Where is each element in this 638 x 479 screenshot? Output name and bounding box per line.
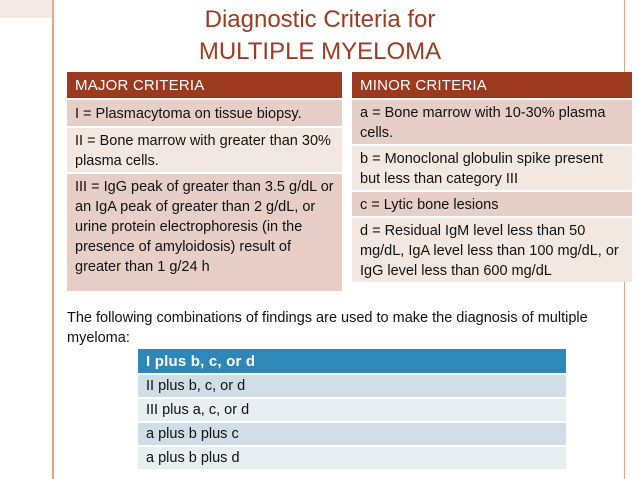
minor-criteria-table: [352, 72, 632, 282]
combination-row-3: a plus b plus c: [138, 421, 566, 445]
major-criteria-header: MAJOR CRITERIA: [67, 72, 342, 98]
major-row-3: III = IgG peak of greater than 3.5 g/dL or an IgA peak of greater than 2 g/dL, or urine protein electrophoresis (in the presence of amyloidosis) result of greater than 1 g/24 h: [67, 172, 342, 291]
slide-title-line2: MULTIPLE MYELOMA: [198, 38, 442, 65]
minor-row-a: a = Bone marrow with 10-30% plasma cells.: [352, 98, 632, 144]
combinations-header: I plus b, c, or d: [138, 349, 566, 373]
major-row-2: II = Bone marrow with greater than 30% plasma cells.: [67, 126, 342, 172]
combination-row-4: a plus b plus d: [138, 445, 566, 469]
combinations-table: [138, 349, 566, 469]
combinations-intro-text: The following combinations of findings are used to make the diagnosis of multiple myeloma:: [67, 310, 588, 346]
minor-row-c: c = Lytic bone lesions: [352, 190, 632, 216]
minor-row-d: d = Residual IgM level less than 50 mg/dL, IgA level less than 100 mg/dL, or IgG level less than 600 mg/dL: [352, 216, 632, 282]
combination-row-1: II plus b, c, or d: [138, 373, 566, 397]
left-border-line: [52, 0, 54, 479]
major-criteria-table: [67, 72, 342, 291]
slide-title-line1: Diagnostic Criteria for: [204, 6, 436, 33]
combination-row-2: III plus a, c, or d: [138, 397, 566, 421]
major-row-1: I = Plasmacytoma on tissue biopsy.: [67, 98, 342, 126]
minor-row-b: b = Monoclonal globulin spike present but less than category III: [352, 144, 632, 190]
minor-criteria-header: MINOR CRITERIA: [352, 72, 632, 98]
